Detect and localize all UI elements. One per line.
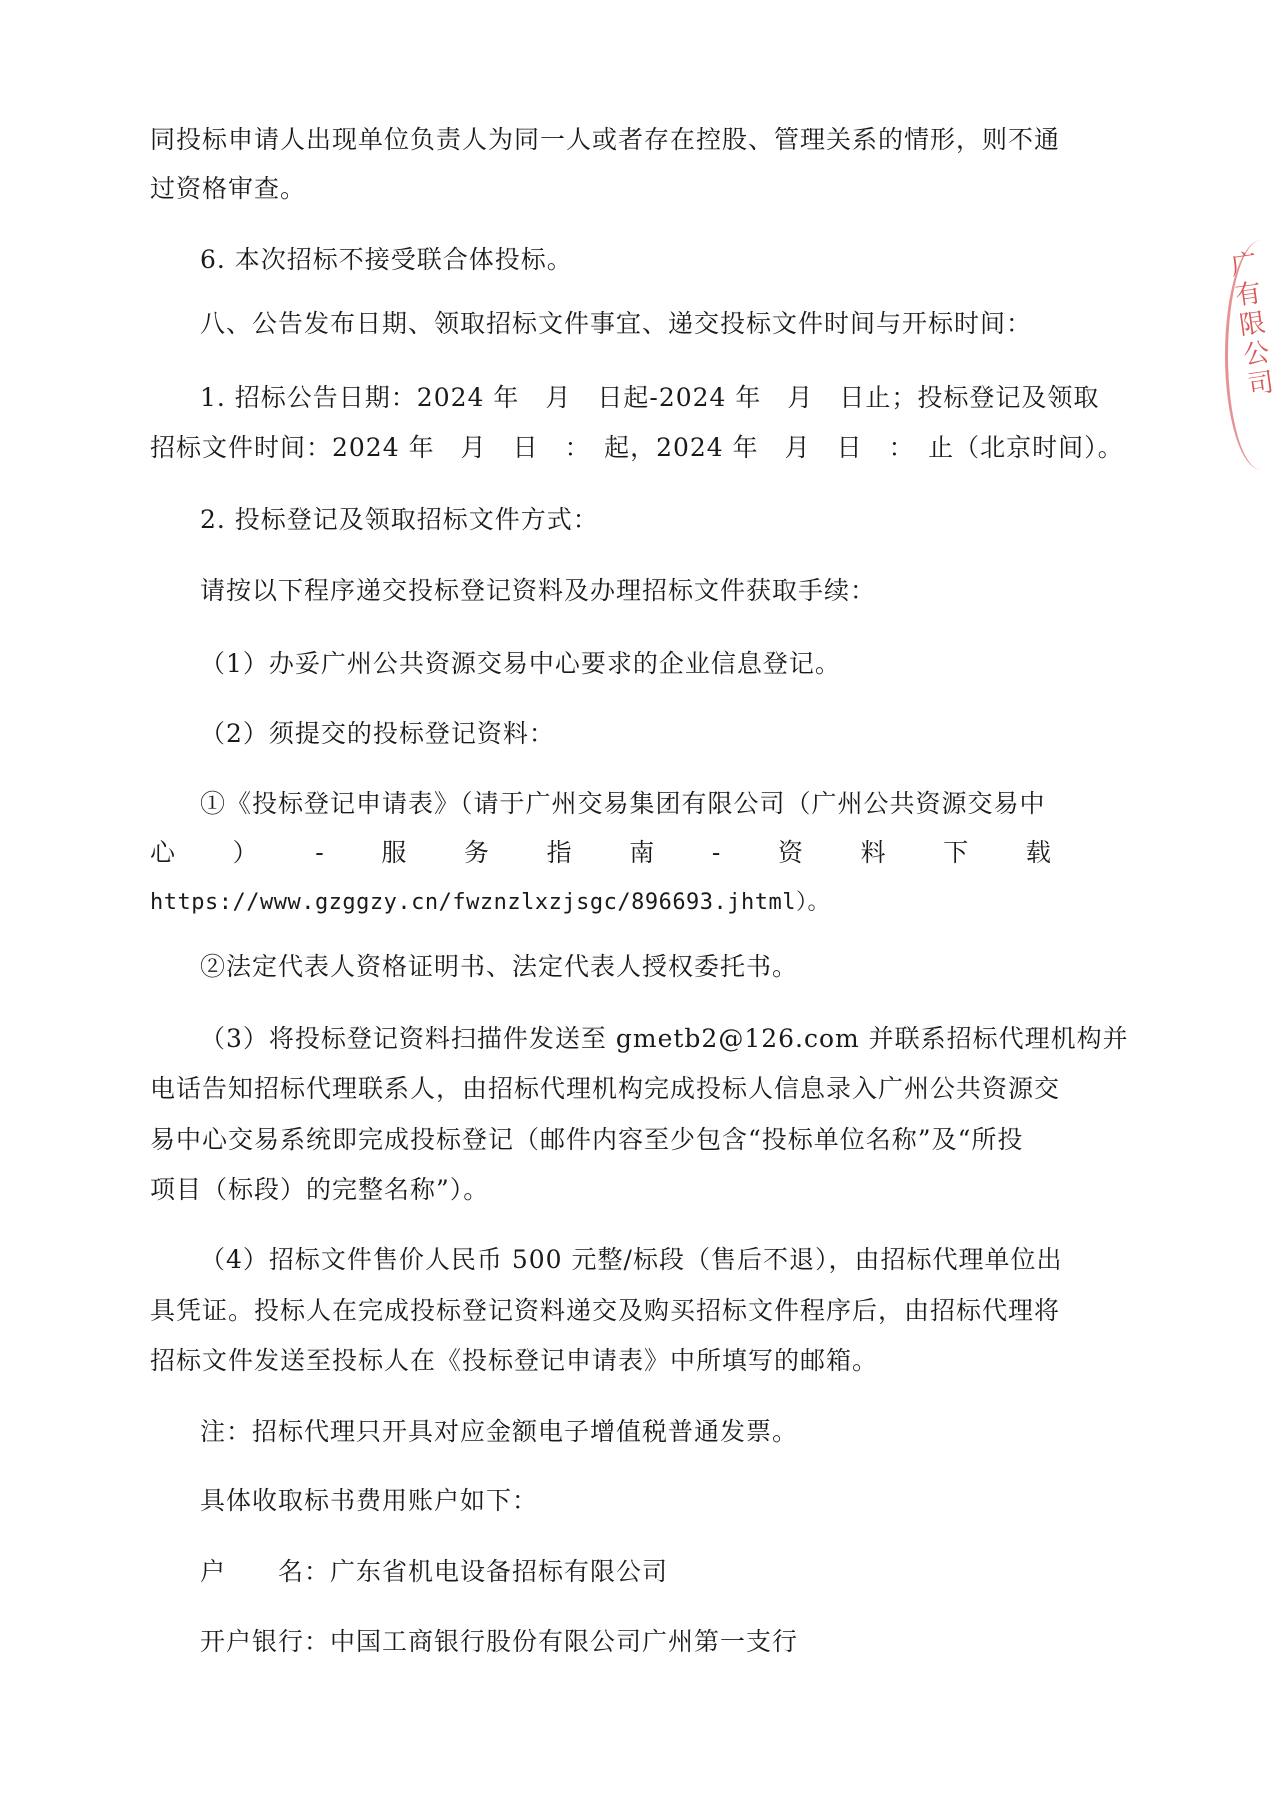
account-name-line: 户 名：广东省机电设备招标有限公司 [200, 1557, 669, 1586]
note-line: 注：招标代理只开具对应金额电子增值税普通发票。 [200, 1417, 799, 1446]
word: - [711, 838, 722, 867]
text-line: ②法定代表人资格证明书、法定代表人授权委托书。 [200, 952, 799, 981]
seal-stamp: 广有限公司 [1224, 248, 1276, 402]
word: 指 [546, 838, 573, 867]
word: 心 [150, 838, 177, 867]
text-line: 电话告知招标代理联系人，由招标代理机构完成投标人信息录入广州公共资源交 [150, 1074, 1061, 1103]
word: ） [232, 838, 259, 867]
word: 载 [1025, 838, 1052, 867]
bank-line: 开户银行：中国工商银行股份有限公司广州第一支行 [200, 1627, 799, 1656]
word: 料 [860, 838, 887, 867]
section-heading: 八、公告发布日期、领取招标文件事宜、递交投标文件时间与开标时间： [200, 309, 1033, 338]
text-line: 2. 投标登记及领取招标文件方式： [200, 505, 599, 534]
word: 服 [381, 838, 408, 867]
word: 务 [464, 838, 491, 867]
text-line: （2）须提交的投标登记资料： [200, 719, 555, 748]
text-line: 6. 本次招标不接受联合体投标。 [200, 245, 573, 274]
text-line: 具凭证。投标人在完成投标登记资料递交及购买招标文件程序后，由招标代理将 [150, 1296, 1061, 1325]
text-line: （1）办妥广州公共资源交易中心要求的企业信息登记。 [200, 649, 841, 678]
word: - [315, 838, 325, 867]
text-line: 招标文件时间：2024 年 月 日 ： 起，2024 年 月 日 ： 止（北京时间）。 [150, 433, 1124, 462]
text-line: （3）将投标登记资料扫描件发送至 gmetb2@126.com 并联系招标代理机构并 [200, 1024, 1129, 1053]
word: 资 [778, 838, 805, 867]
justified-line [150, 836, 1052, 870]
text-line: 具体收取标书费用账户如下： [200, 1486, 539, 1515]
text-line: 请按以下程序递交投标登记资料及办理招标文件获取手续： [200, 576, 877, 605]
text-line: 招标文件发送至投标人在《投标登记申请表》中所填写的邮箱。 [150, 1346, 879, 1375]
text-line: 1. 招标公告日期：2024 年 月 日起-2024 年 月 日止；投标登记及领取 [200, 383, 1100, 412]
text-line: 过资格审查。 [150, 174, 307, 203]
url-line: https://www.gzggzy.cn/fwznzlxzjsgc/896693.jhtml）。 [150, 890, 831, 915]
text-line: 易中心交易系统即完成投标登记（邮件内容至少包含“投标单位名称”及“所投 [150, 1125, 1024, 1154]
text-line: 项目（标段）的完整名称”）。 [150, 1175, 490, 1204]
text-line: （4）招标文件售价人民币 500 元整/标段（售后不退），由招标代理单位出 [200, 1245, 1063, 1274]
text-line: 同投标申请人出现单位负责人为同一人或者存在控股、管理关系的情形，则不通 [150, 125, 1061, 154]
text-line: ①《投标登记申请表》（请于广州交易集团有限公司（广州公共资源交易中 [200, 789, 1046, 818]
word: 南 [629, 838, 656, 867]
word: 下 [943, 838, 970, 867]
